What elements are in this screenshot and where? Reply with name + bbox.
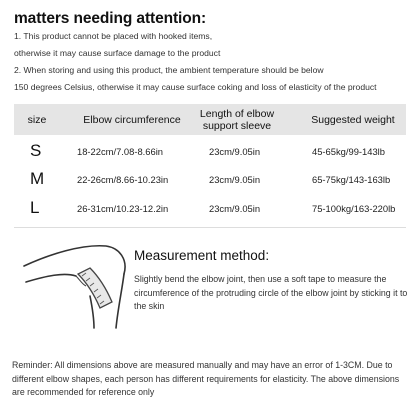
note-2-line-1: 2. When storing and using this product, the ambient temperature should be below bbox=[14, 65, 324, 75]
note-2-line-2: 150 degrees Celsius, otherwise it may cause surface coking and loss of elasticity of the product bbox=[14, 82, 377, 92]
section-divider bbox=[14, 227, 406, 228]
reminder-text: Reminder: All dimensions above are measured manually and may have an error of 1-3CM. Due to different elbow shapes, each person has different requirements for elasticity. The above dimensions are recommended for reference only bbox=[12, 360, 400, 397]
row-weight: 65-75kg/143-163lb bbox=[312, 173, 391, 185]
table-row bbox=[14, 194, 406, 222]
row-size: S bbox=[30, 141, 42, 160]
row-weight: 75-100kg/163-220lb bbox=[312, 202, 396, 214]
row-circumference: 22-26cm/8.66-10.23in bbox=[77, 173, 169, 185]
row-size: M bbox=[30, 169, 45, 188]
attention-title: matters needing attention: bbox=[14, 10, 207, 27]
row-weight: 45-65kg/99-143lb bbox=[312, 145, 385, 157]
row-length: 23cm/9.05in bbox=[209, 145, 261, 157]
row-length: 23cm/9.05in bbox=[209, 202, 261, 214]
table-row bbox=[14, 137, 406, 165]
header-weight: Suggested weight bbox=[311, 113, 395, 126]
row-circumference: 18-22cm/7.08-8.66in bbox=[77, 145, 163, 157]
row-circumference: 26-31cm/10.23-12.2in bbox=[77, 202, 169, 214]
forearm-outline bbox=[116, 274, 124, 328]
arm-inner-outline bbox=[26, 274, 76, 282]
row-size: L bbox=[30, 198, 40, 217]
row-length: 23cm/9.05in bbox=[209, 173, 261, 185]
forearm-inner-outline bbox=[90, 296, 94, 328]
note-1-line-1: 1. This product cannot be placed with hooked items, bbox=[14, 31, 213, 41]
header-size: size bbox=[27, 113, 47, 126]
header-circumference: Elbow circumference bbox=[83, 113, 181, 126]
upper-arm-outline bbox=[24, 246, 125, 274]
measurement-title: Measurement method: bbox=[134, 248, 270, 263]
table-row bbox=[14, 165, 406, 193]
measurement-text: Slightly bend the elbow joint, then use a soft tape to measure the circumference of the protruding circle of the elbow joint by sticking it to the skin bbox=[134, 274, 408, 311]
size-table-header bbox=[14, 104, 406, 135]
measuring-tape bbox=[78, 268, 112, 308]
header-length: Length of elbow support sleeve bbox=[199, 107, 275, 132]
note-1-line-2: otherwise it may cause surface damage to the product bbox=[14, 48, 221, 58]
elbow-measurement-illustration bbox=[20, 236, 132, 330]
